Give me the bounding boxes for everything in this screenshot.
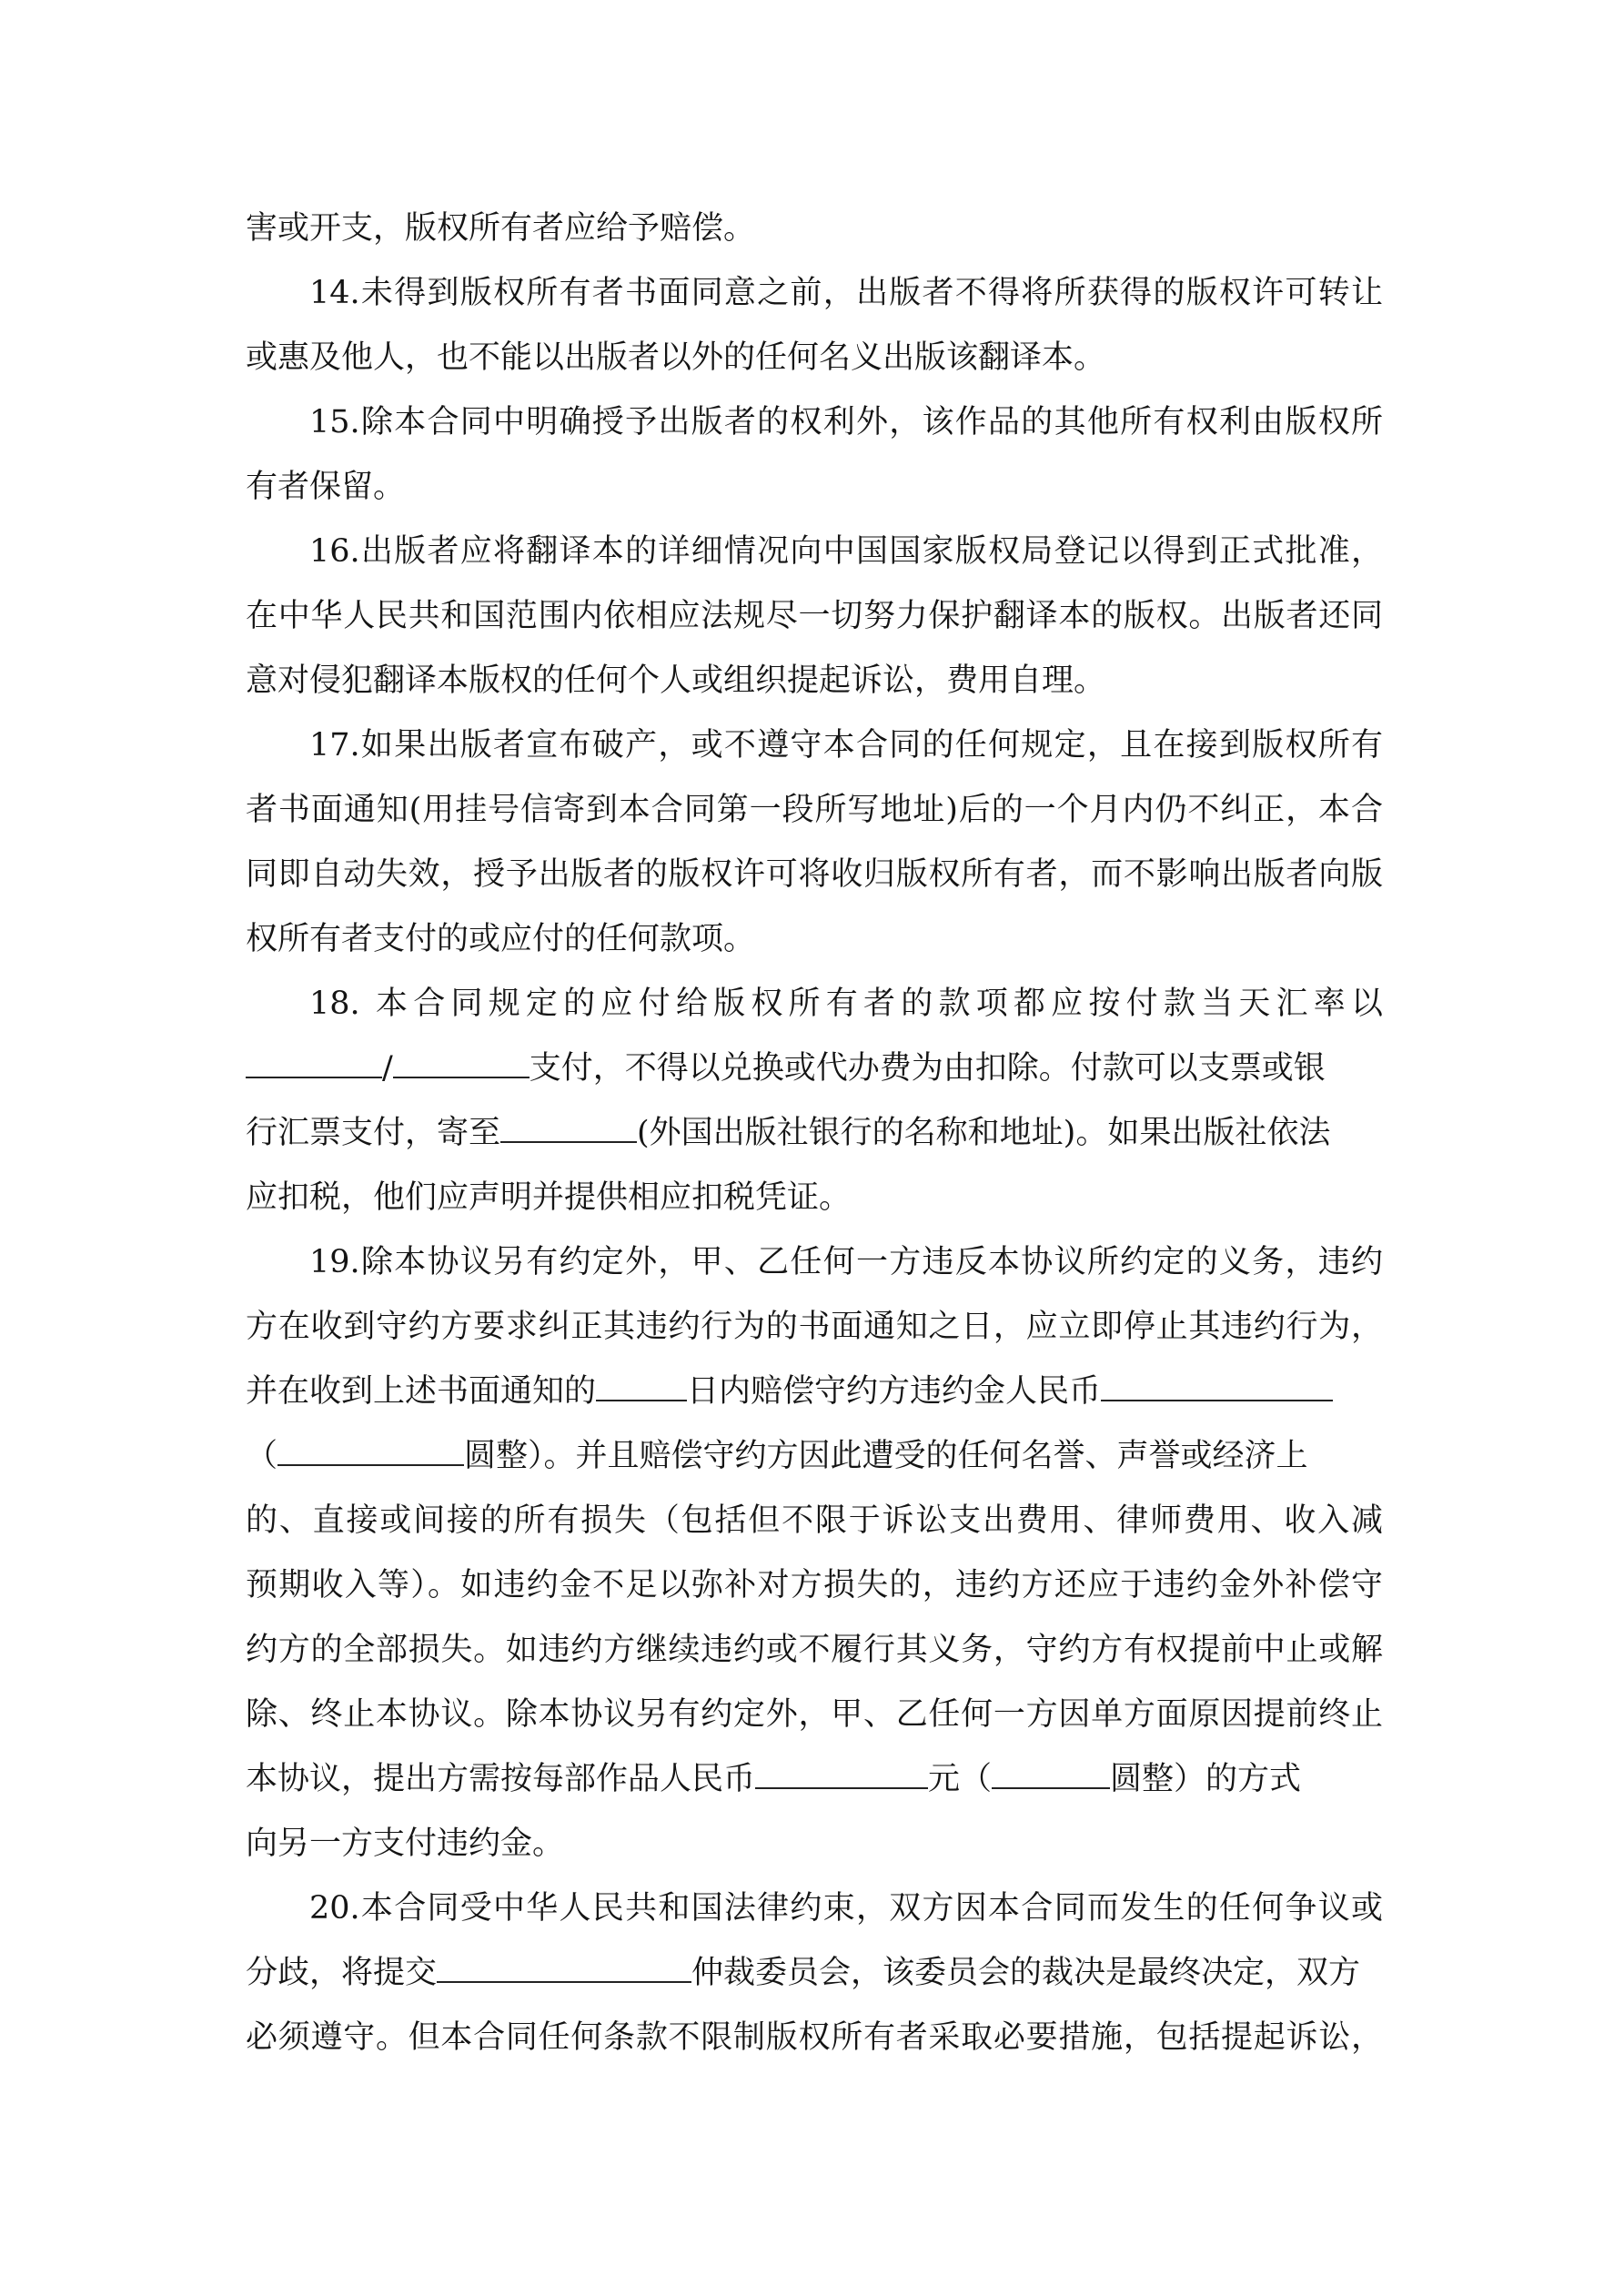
clause-19-line-6: 预期收入等）。如违约金不足以弥补对方损失的，违约方还应于违约金外补偿守 [246, 1567, 1383, 1603]
clause-19-line-3: 并在收到上述书面通知的 日内赔偿守约方违约金人民币 [246, 1360, 1383, 1424]
clause-19-line-7: 约方的全部损失。如违约方继续违约或不履行其义务，守约方有权提前中止或解 [246, 1632, 1383, 1668]
clause-16-line-2: 在中华人民共和国范围内依相应法规尽一切努力保护翻译本的版权。出版者还同 [246, 598, 1383, 634]
clause-19-line-4: （ 圆整）。并且赔偿守约方因此遭受的任何名誉、声誉或经济上 [246, 1438, 1308, 1474]
clause-19-line-5: 的、直接或间接的所有损失（包括但不限于诉讼支出费用、律师费用、收入减 [246, 1502, 1383, 1539]
penalty-amount-blank [755, 1760, 928, 1789]
clause-14-line-2: 或惠及他人，也不能以出版者以外的任何名义出版该翻译本。 [246, 339, 1106, 376]
clause-19-line-8: 除、终止本协议。除本协议另有约定外，甲、乙任何一方因单方面原因提前终止 [246, 1696, 1383, 1733]
clause-17-line-4: 权所有者支付的或应付的任何款项。 [246, 921, 756, 957]
text-line: 害或开支，版权所有者应给予赔偿。 [246, 210, 756, 247]
clause-19-line-1: 19.除本协议另有约定外，甲、乙任何一方违反本协议所约定的义务，违约 [309, 1244, 1383, 1280]
clause-19-line-9: 本协议，提出方需按每部作品人民币 元（ 圆整）的方式 [246, 1761, 1302, 1797]
clause-17-line-1: 17.如果出版者宣布破产，或不遵守本合同的任何规定，且在接到版权所有 [309, 727, 1383, 764]
clause-17-line-2: 者书面通知(用挂号信寄到本合同第一段所写地址)后的一个月内仍不纠正，本合 [246, 792, 1383, 828]
clause-18-line-2: / 支付，不得以兑换或代办费为由扣除。付款可以支票或银 [246, 1037, 1383, 1101]
amount-words-blank [277, 1437, 464, 1466]
clause-15-line-1: 15.除本合同中明确授予出版者的权利外，该作品的其他所有权利由版权所 [309, 404, 1383, 440]
clause-16-line-1: 16.出版者应将翻译本的详细情况向中国国家版权局登记以得到正式批准， [309, 533, 1383, 570]
clause-20-line-1: 20.本合同受中华人民共和国法律约束，双方因本合同而发生的任何争议或 [309, 1890, 1383, 1927]
clause-18-line-3: 行汇票支付，寄至 (外国出版社银行的名称和地址)。如果出版社依法 [246, 1115, 1331, 1151]
clause-15-line-2: 有者保留。 [246, 469, 406, 505]
clause-19-line-2: 方在收到守约方要求纠正其违约行为的书面通知之日，应立即停止其违约行为， [246, 1309, 1383, 1345]
clause-18-line-1: 18. 本合同规定的应付给版权所有者的款项都应按付款当天汇率以 [309, 986, 1383, 1022]
clause-16-line-3: 意对侵犯翻译本版权的任何个人或组织提起诉讼，费用自理。 [246, 663, 1106, 699]
clause-14-line-1: 14.未得到版权所有者书面同意之前，出版者不得将所获得的版权许可转让 [309, 275, 1383, 311]
clause-18-line-4: 应扣税，他们应声明并提供相应扣税凭证。 [246, 1179, 852, 1216]
clause-19-line-10: 向另一方支付违约金。 [246, 1826, 565, 1862]
currency-blank [393, 1049, 530, 1078]
clause-17-line-3: 同即自动失效，授予出版者的版权许可将收归版权所有者，而不影响出版者向版 [246, 856, 1383, 893]
currency-blank [246, 1049, 382, 1078]
clause-20-line-3: 必须遵守。但本合同任何条款不限制版权所有者采取必要措施，包括提起诉讼， [246, 2019, 1383, 2056]
contract-body [246, 197, 1383, 2070]
penalty-words-blank [992, 1760, 1110, 1789]
days-blank [596, 1372, 687, 1401]
arbitration-blank [437, 1954, 691, 1983]
clause-20-line-2: 分歧，将提交 仲裁委员会，该委员会的裁决是最终决定，双方 [246, 1955, 1361, 1991]
amount-blank [1101, 1372, 1333, 1401]
bank-blank [500, 1114, 637, 1143]
